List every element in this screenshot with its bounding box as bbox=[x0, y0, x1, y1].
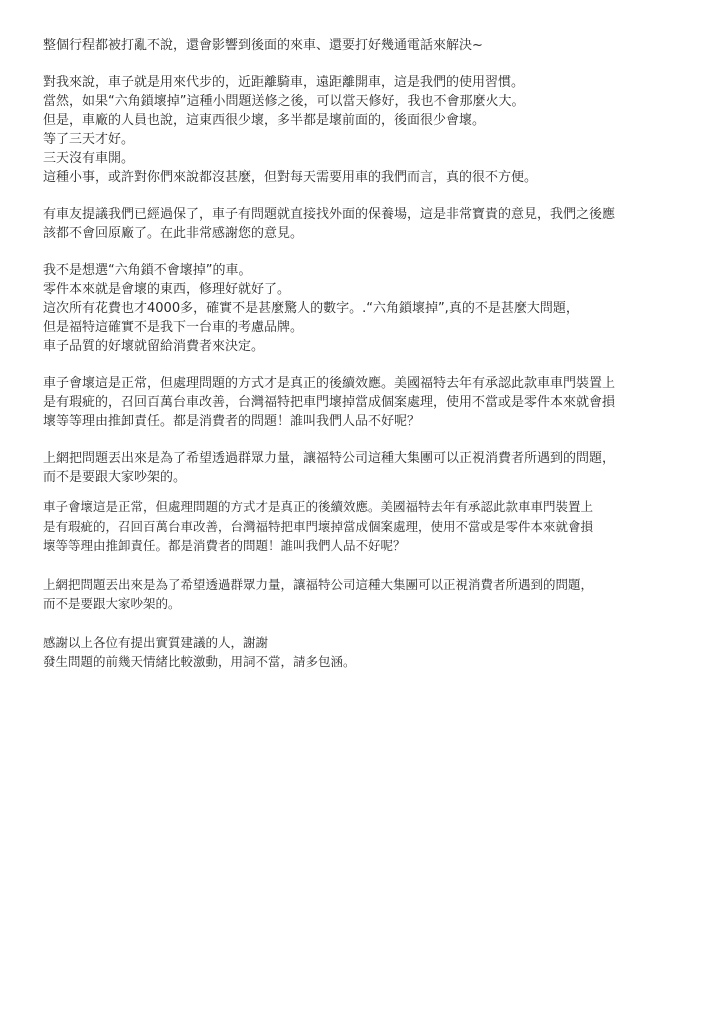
text-line: 車子品質的好壞就留給消費者來決定。 bbox=[43, 339, 265, 354]
text-line: 這次所有花費也才4000多，確實不是甚麼驚人的數字。.“六角鎖壞掉”,真的不是甚麼大問題， bbox=[43, 301, 579, 316]
paragraph-gap bbox=[43, 556, 683, 575]
text-line: 等了三天才好。 bbox=[43, 132, 135, 147]
text-line: 上網把問題丟出來是為了希望透過群眾力量，讓福特公司這種大集團可以正視消費者所遇到的問題， bbox=[43, 576, 594, 592]
paragraph bbox=[43, 575, 683, 614]
paragraph bbox=[43, 497, 683, 556]
text-line: 對我來說，車子就是用來代步的，近距離騎車，遠距離開車，這是我們的使用習慣。 bbox=[43, 75, 525, 90]
text-line: 該都不會回原廠了。在此非常感謝您的意見。 bbox=[43, 226, 304, 241]
paragraph bbox=[43, 449, 683, 485]
text-line: 發生問題的前幾天情緒比較激動，用詞不當，請多包涵。 bbox=[43, 654, 356, 669]
text-line: 整個行程都被打亂不說，還會影響到後面的來車、還要打好幾通電話來解決~ bbox=[43, 38, 483, 53]
text-line: 而不是要跟大家吵架的。 bbox=[43, 470, 187, 485]
text-line: 但是，車廠的人員也說，這東西很少壞，多半都是壞前面的，後面很少會壞。 bbox=[43, 113, 486, 128]
paragraph bbox=[43, 73, 683, 187]
text-line: 而不是要跟大家吵架的。 bbox=[43, 596, 181, 611]
text-line: 是有瑕疵的，召回百萬台車改善，台灣福特把車門壞掉當成個案處理，使用不當或是零件本來就會損 bbox=[43, 518, 594, 534]
text-line: 零件本來就是會壞的東西，修理好就好了。 bbox=[43, 282, 291, 297]
text-line: 我不是想選“六角鎖不會壞掉”的車。 bbox=[43, 263, 252, 278]
paragraph bbox=[43, 633, 683, 672]
paragraph-gap bbox=[43, 431, 683, 449]
paragraph-gap bbox=[43, 614, 683, 633]
paragraph-gap bbox=[43, 55, 683, 73]
text-line: 壞等等理由推卸責任。都是消費者的問題！誰叫我們人品不好呢？ bbox=[43, 538, 406, 553]
text-line: 但是福特這確實不是我下一台車的考慮品牌。 bbox=[43, 320, 304, 335]
text-line: 是有瑕疵的，召回百萬台車改善，台灣福特把車門壞掉當成個案處理，使用不當或是零件本來就會損 bbox=[43, 395, 616, 410]
paragraph bbox=[43, 374, 683, 431]
paragraph-gap bbox=[43, 356, 683, 374]
upper-text-block bbox=[43, 36, 683, 485]
text-line: 車子會壞這是正常，但處理問題的方式才是真正的後續效應。美國福特去年有承認此款車車門裝置上 bbox=[43, 376, 616, 391]
lower-text-block bbox=[43, 497, 683, 672]
paragraph-gap bbox=[43, 243, 683, 261]
text-line: 壞等等理由推卸責任。都是消費者的問題！誰叫我們人品不好呢？ bbox=[43, 414, 421, 429]
text-line: 三天沒有車開。 bbox=[43, 151, 135, 166]
paragraph bbox=[43, 205, 683, 243]
text-line: 這種小事，或許對你們來說都沒甚麼，但對每天需要用車的我們而言，真的很不方便。 bbox=[43, 170, 538, 185]
paragraph bbox=[43, 261, 683, 356]
text-line: 當然，如果“六角鎖壞掉”這種小問題送修之後，可以當天修好，我也不會那麼火大。 bbox=[43, 94, 525, 109]
text-line: 上網把問題丟出來是為了希望透過群眾力量，讓福特公司這種大集團可以正視消費者所遇到的問題， bbox=[43, 451, 616, 466]
paragraph bbox=[43, 36, 683, 55]
text-line: 有車友提議我們已經過保了，車子有問題就直接找外面的保養場，這是非常寶貴的意見，我們之後應 bbox=[43, 207, 616, 222]
text-line: 車子會壞這是正常，但處理問題的方式才是真正的後續效應。美國福特去年有承認此款車車門裝置上 bbox=[43, 499, 594, 514]
paragraph-gap bbox=[43, 187, 683, 205]
text-line: 感謝以上各位有提出實質建議的人，謝謝 bbox=[43, 634, 269, 650]
